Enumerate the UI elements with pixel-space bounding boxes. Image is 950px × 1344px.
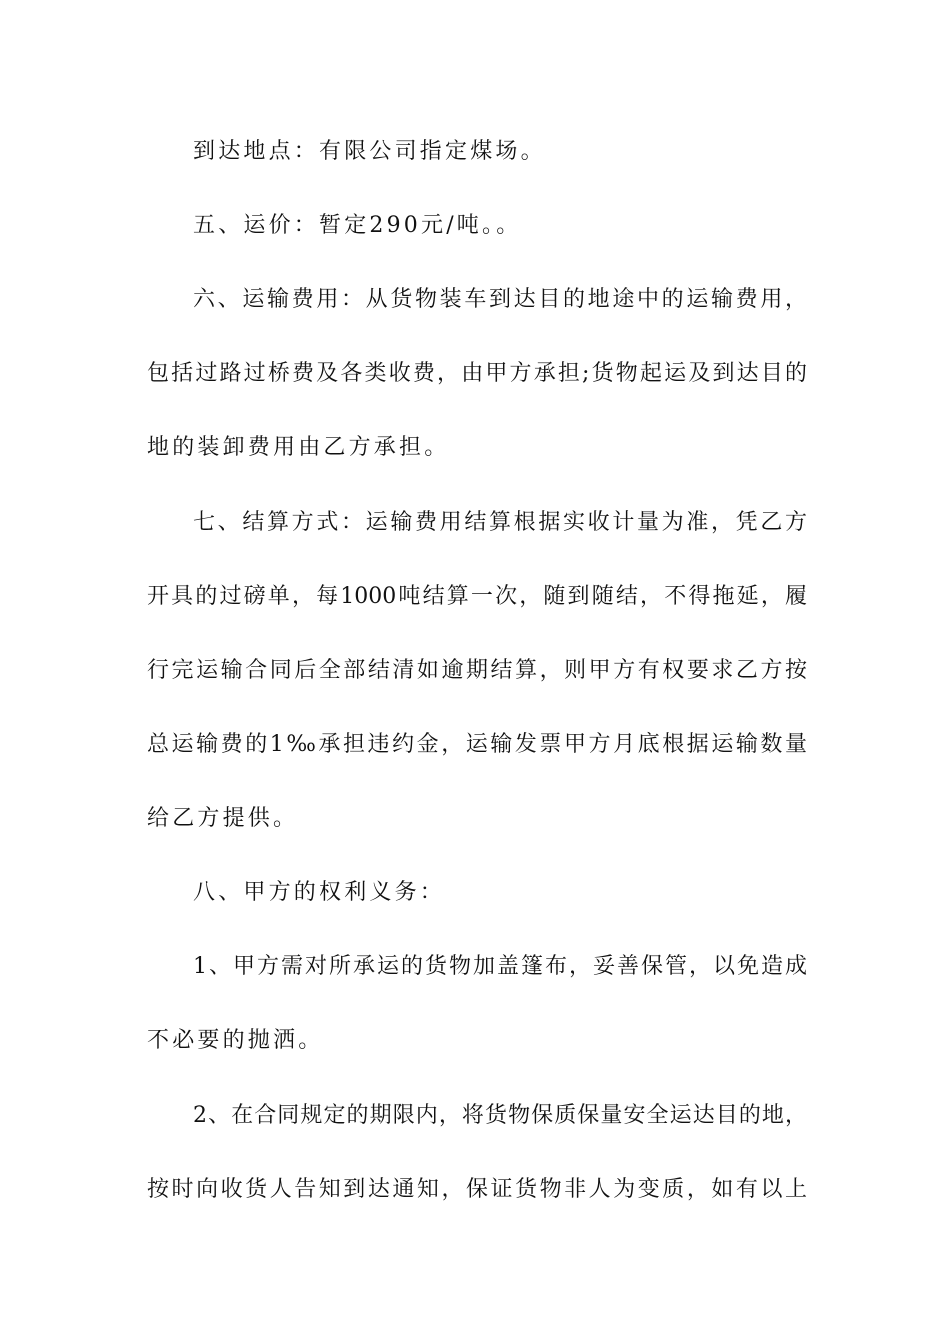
section-7-settlement-line-4: 总运输费的1‰承担违约金，运输发票甲方月底根据运输数量 [147,732,807,757]
section-6-transport-cost-line-3: 地的装卸费用由乙方承担。 [147,435,450,460]
section-6-transport-cost-line-2: 包括过路过桥费及各类收费，由甲方承担;货物起运及到达目的 [147,361,807,386]
section-7-settlement-line-3: 行完运输合同后全部结清如逾期结算，则甲方有权要求乙方按 [147,658,807,683]
section-8-item-1-line-1: 1、甲方需对所承运的货物加盖篷布，妥善保管，以免造成 [193,954,807,979]
section-8-item-2-line-1: 2、在合同规定的期限内，将货物保质保量安全运达目的地， [193,1103,807,1128]
section-6-transport-cost-line-1: 六、运输费用：从货物装车到达目的地途中的运输费用， [193,287,807,312]
destination-line: 到达地点：有限公司指定煤场。 [193,139,546,164]
section-7-settlement-line-1: 七、结算方式：运输费用结算根据实收计量为准，凭乙方 [193,510,807,535]
section-8-item-2-line-2: 按时向收货人告知到达通知，保证货物非人为变质，如有以上 [147,1177,807,1202]
section-5-freight-rate: 五、运价：暂定290元/吨。。 [193,213,522,238]
section-8-item-1-line-2: 不必要的抛洒。 [147,1028,324,1053]
section-7-settlement-line-2: 开具的过磅单，每1000吨结算一次，随到随结，不得拖延，履 [147,584,807,609]
section-8-heading: 八、甲方的权利义务： [193,880,446,905]
section-7-settlement-line-5: 给乙方提供。 [147,806,299,831]
